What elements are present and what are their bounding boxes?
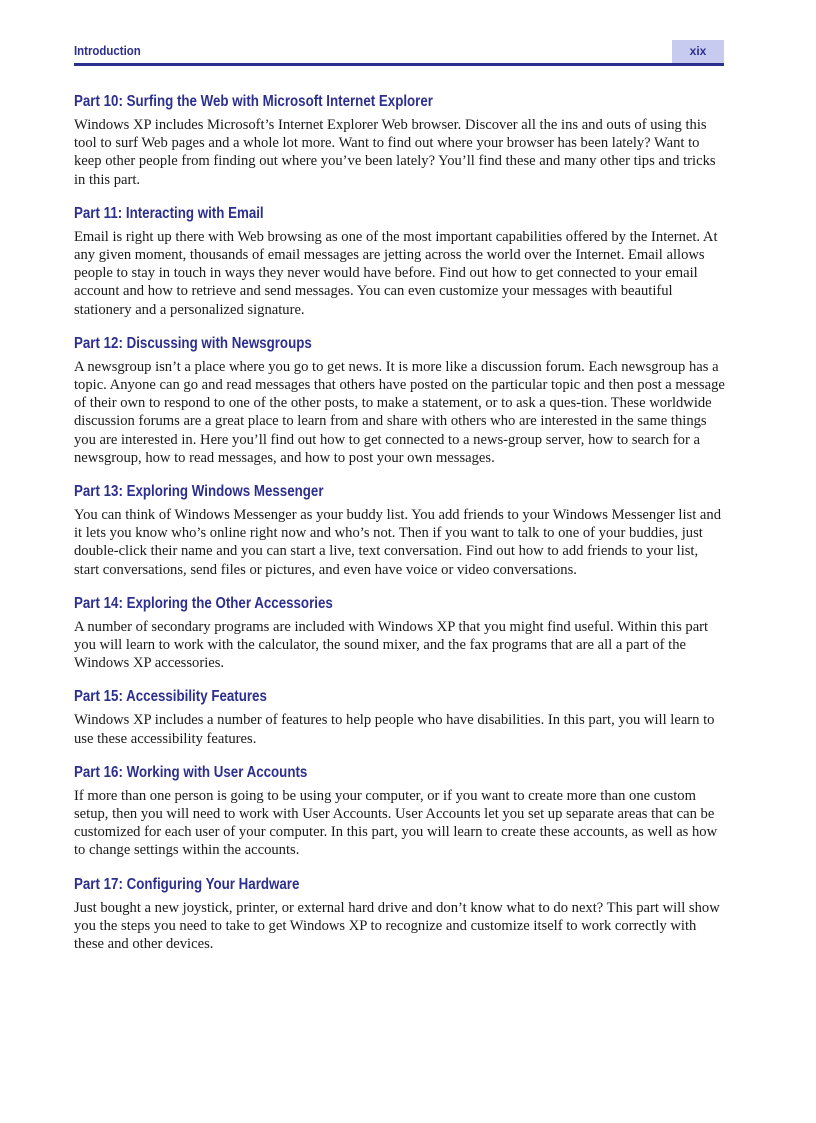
section-title: Part 14: Exploring the Other Accessories (74, 594, 333, 612)
section-body: Just bought a new joystick, printer, or external hard drive and don’t know what to do next? This part will show you the steps you need to take to get Windows XP to recognize and customize itself to work correctly with these and other devices. (74, 899, 720, 953)
section-body: Windows XP includes Microsoft’s Internet Explorer Web browser. Discover all the ins and outs of using this tool to surf Web pages and a whole lot more. Want to find out where your browser has been lately? Want to keep other people from finding out where you’ve been lately? You’ll find these and many other tips and tricks in this part. (74, 117, 716, 188)
page-number: xix (689, 44, 707, 58)
section-title: Part 17: Configuring Your Hardware (74, 875, 300, 893)
section-title: Part 12: Discussing with Newsgroups (74, 334, 312, 352)
page-header (74, 40, 724, 66)
section-part-14 (74, 594, 726, 673)
section-part-15 (74, 687, 726, 747)
section-title: Part 13: Exploring Windows Messenger (74, 483, 324, 501)
section-body: Windows XP includes a number of features to help people who have disabilities. In this part, you will learn to use these accessibility features. (74, 712, 715, 747)
section-body: A newsgroup isn’t a place where you go to get news. It is more like a discussion forum. Each newsgroup has a topic. Anyone can go and read messages that others have posted on the particular topic and then post a message of their own to respond to one of the other posts, to make a statement, or to ask a ques-tion. These worldwide discussion forums are a great place to learn from and share with others who are interested in the same things you are interested in. Here you’ll find out how to get connected to a news-group server, how to search for a newsgroup, how to read messages, and how to post your own messages. (74, 358, 725, 466)
running-header-title: Introduction (74, 43, 141, 58)
section-part-13 (74, 482, 726, 579)
section-part-10 (74, 92, 726, 189)
section-body: Email is right up there with Web browsing as one of the most important capabilities offered by the Internet. At any given moment, thousands of email messages are jetting across the world over the Internet. Email allows people to stay in touch in ways they never would have before. Find out how to get connected to your email account and how to retrieve and send messages. You can even customize your messages with beautiful stationery and a personalized signature. (74, 228, 718, 318)
section-part-12 (74, 334, 726, 467)
section-title: Part 11: Interacting with Email (74, 204, 264, 222)
section-title: Part 15: Accessibility Features (74, 688, 267, 706)
section-part-11 (74, 204, 726, 319)
page-number-box (672, 40, 724, 63)
page-content (74, 92, 726, 968)
section-title: Part 16: Working with User Accounts (74, 763, 308, 781)
section-part-16 (74, 763, 726, 860)
section-body: A number of secondary programs are included with Windows XP that you might find useful. Within this part you will learn to work with the calculator, the sound mixer, and the fax programs that are all a part of the Windows XP accessories. (74, 618, 709, 672)
section-part-17 (74, 875, 726, 954)
section-body: If more than one person is going to be using your computer, or if you want to create more than one custom setup, then you will need to work with User Accounts. User Accounts let you set up separate areas that can be customized for each user of your computer. In this part, you will learn to create these accounts, as well as how to change settings within the accounts. (74, 787, 718, 859)
section-title: Part 10: Surfing the Web with Microsoft Internet Explorer (74, 93, 433, 110)
section-body: You can think of Windows Messenger as your buddy list. You add friends to your Windows Messenger list and it lets you know who’s online right now and who’s not. Then if you want to talk to one of your buddies, just double-click their name and you can start a live, text conversation. Find out how to add friends to your list, start conversations, send files or pictures, and even have voice or video conversations. (74, 507, 721, 578)
